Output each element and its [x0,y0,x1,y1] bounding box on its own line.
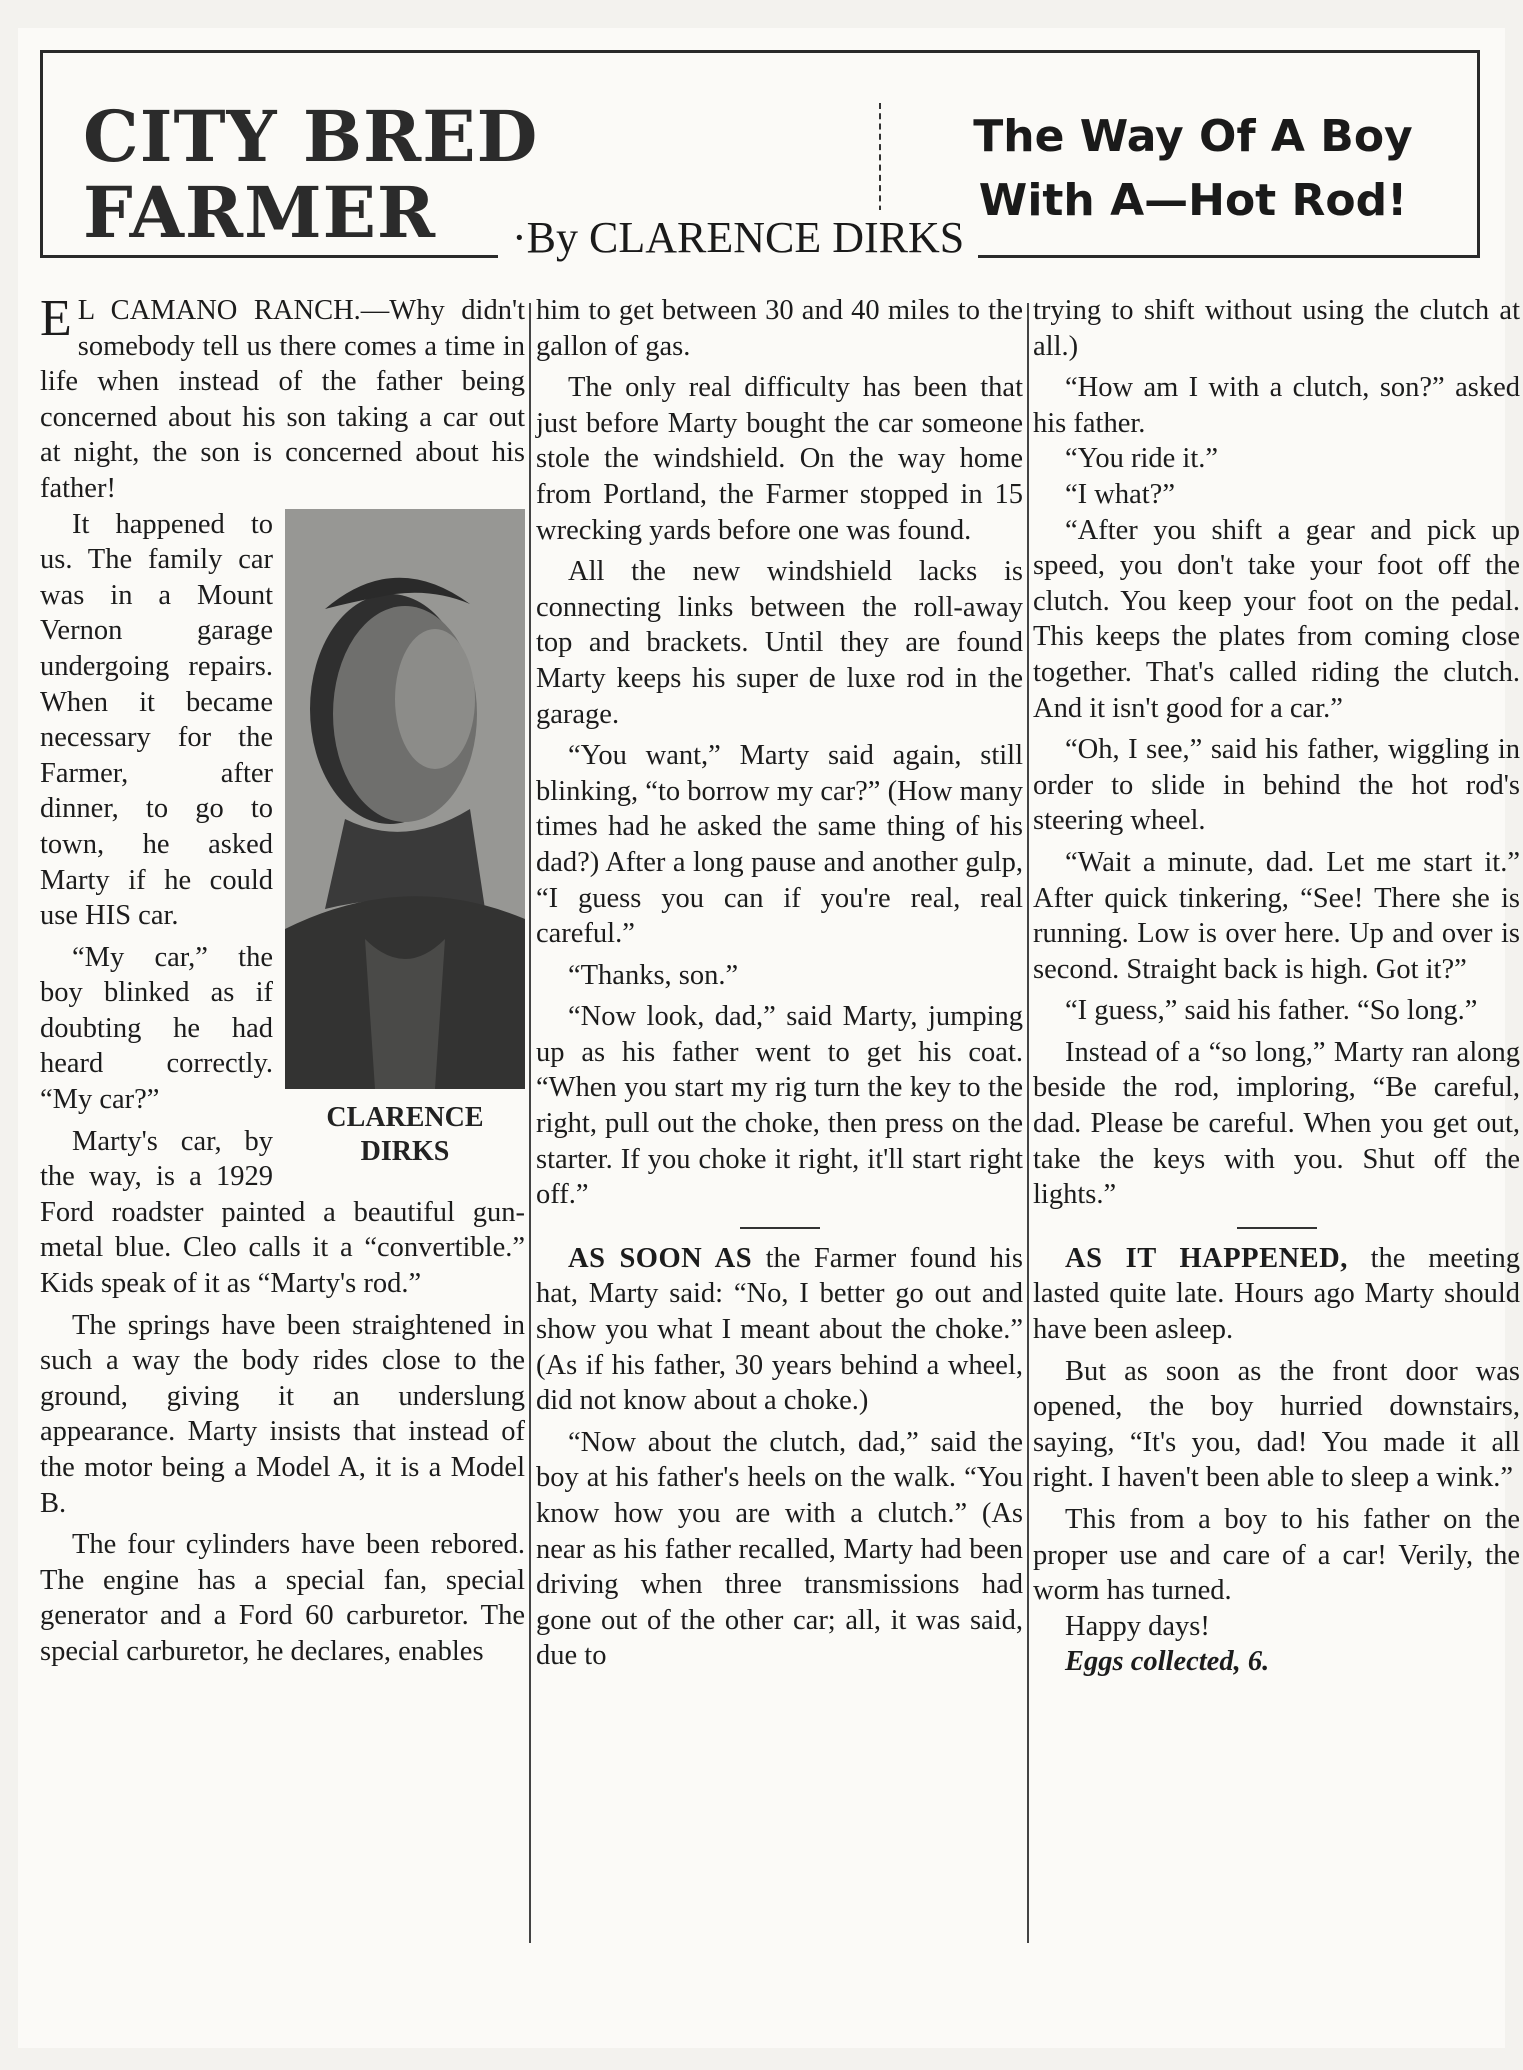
paragraph [536,1241,1023,1419]
column-title-line1: CITY BRED [83,95,539,178]
author-photo-block [285,509,525,1169]
headline-line2: With A—Hot Rod! [978,175,1408,226]
paragraph-text: L CAMANO RANCH.—Why didn't somebody tell us there comes a time in life when instead of the father being concerned about his son taking a car out at night, the son is concerned about his father! [40,295,525,504]
paragraph: “Now look, dad,” said Marty, jumping up as his father went to get his coat. “When you start my rig turn the key to the right, pull out the choke, then press on the starter. If you choke it right, it'll start right off.” [536,1001,1023,1211]
paragraph: It happened to us. The family car was in a Mount Vernon garage undergoing repairs. When it became necessary for the Farmer, after dinner, to go to town, he asked Marty if he could use HIS car. [40,508,273,932]
column-title-line2: FARMER [83,171,437,254]
section-rule [1237,1227,1317,1229]
paragraph: “Wait a minute, dad. Let me start it.” After quick tinkering, “See! There she is running. Low is over here. Up and over is second. Straight back is high. Got it?” [1033,846,1520,985]
signoff: Eggs collected, 6. [1065,1646,1270,1678]
column-title [83,95,539,254]
paragraph: But as soon as the front door was opened, the boy hurried downstairs, saying, “It's you, dad! You made it all right. I haven't been able to sleep a wink.” [1033,1355,1520,1494]
article-column-3 [1033,293,1520,1680]
paragraph: The only real difficulty has been that just before Marty bought the car someone stole the windshield. On the way home from Portland, the Farmer stopped in 15 wrecking yards before one was found. [536,372,1023,546]
paragraph: Happy days! [1065,1610,1210,1642]
paragraph: “You ride it.” [1065,443,1219,475]
paragraph: All the new windshield lacks is connecting links between the roll-away top and brackets. Until they are found Marty keeps his super de luxe rod in the garage. [536,556,1023,730]
paragraph: trying to shift without using the clutch at all.) [1033,295,1520,362]
paragraph: “Thanks, son.” [568,959,739,991]
paragraph-text: the meeting lasted quite late. Hours ago Marty should have been asleep. [1033,1242,1520,1346]
paragraph [40,290,525,507]
paragraph: This from a boy to his father on the proper use and care of a car! Verily, the worm has turned. [1033,1504,1520,1607]
column-rule [529,303,531,1943]
drop-cap: E [40,290,72,347]
paragraph [1033,1241,1520,1348]
headline [923,105,1463,233]
section-rule [740,1227,820,1229]
photo-caption-line2: DIRKS [360,1135,450,1167]
paragraph: “I what?” [1065,478,1175,510]
paragraph: The four cylinders have been rebored. The engine has a special fan, special generator and a Ford 60 carburetor. The special carburetor, he declares, enables [40,1529,525,1667]
paragraph: “You want,” Marty said again, still blinking, “to borrow my car?” (How many times had he asked the same thing of his dad?) After a long pause and another gulp, “I guess you can if you're real, real careful.” [536,740,1023,950]
article-column-2 [536,293,1023,1674]
paragraph: “After you shift a gear and pick up speed, you don't take your foot off the clutch. You keep your foot on the pedal. This keeps the plates from coming close together. That's called riding the clutch. And it isn't good for a car.” [1033,514,1520,724]
article-column-1 [40,290,525,1670]
paragraph: “How am I with a clutch, son?” asked his father. [1033,372,1520,439]
paragraph: “I guess,” said his father. “So long.” [1065,995,1478,1027]
paragraph: Marty's car, by the way, is a 1929 Ford roadster painted a beautiful gun-metal blue. Cleo calls it a “convertible.” Kids speak of it as “Marty's rod.” [40,1125,525,1300]
column-rule [1027,303,1029,1943]
paragraph-lead: AS IT HAPPENED, [1065,1242,1348,1274]
paragraph: him to get between 30 and 40 miles to the gallon of gas. [536,295,1023,362]
paragraph: “Oh, I see,” said his father, wiggling in order to slide in behind the hot rod's steering wheel. [1033,734,1520,837]
paragraph: Instead of a “so long,” Marty ran along beside the rod, imploring, “Be careful, dad. Please be careful. When you get out, take the keys with you. Shut off the lights.” [1033,1036,1520,1211]
paragraph: “Now about the clutch, dad,” said the boy at his father's heels on the walk. “You know how you are with a clutch.” (As near as his father recalled, Marty had been driving when three transmissions had gone out of the other car; all, it was said, due to [536,1426,1023,1672]
headline-line1: The Way Of A Boy [973,111,1413,162]
byline: ·By CLARENCE DIRKS [498,210,978,266]
paragraph: “My car,” the boy blinked as if doubting he had heard correctly. “My car?” [40,941,273,1116]
author-portrait-image [285,509,525,1089]
newspaper-clipping [18,28,1520,2048]
photo-caption-line1: CLARENCE [326,1101,484,1133]
paragraph-lead: AS SOON AS [568,1242,753,1274]
paragraph-text: the Farmer found his hat, Marty said: “No, I better go out and show you what I meant about the choke.” (As if his father, 30 years behind a wheel, did not know about a choke.) [536,1242,1024,1417]
photo-caption [285,1101,525,1169]
paragraph: The springs have been straightened in such a way the body rides close to the ground, giving it an underslung appearance. Marty insists that instead of the motor being a Model A, it is a Model B. [40,1309,525,1519]
